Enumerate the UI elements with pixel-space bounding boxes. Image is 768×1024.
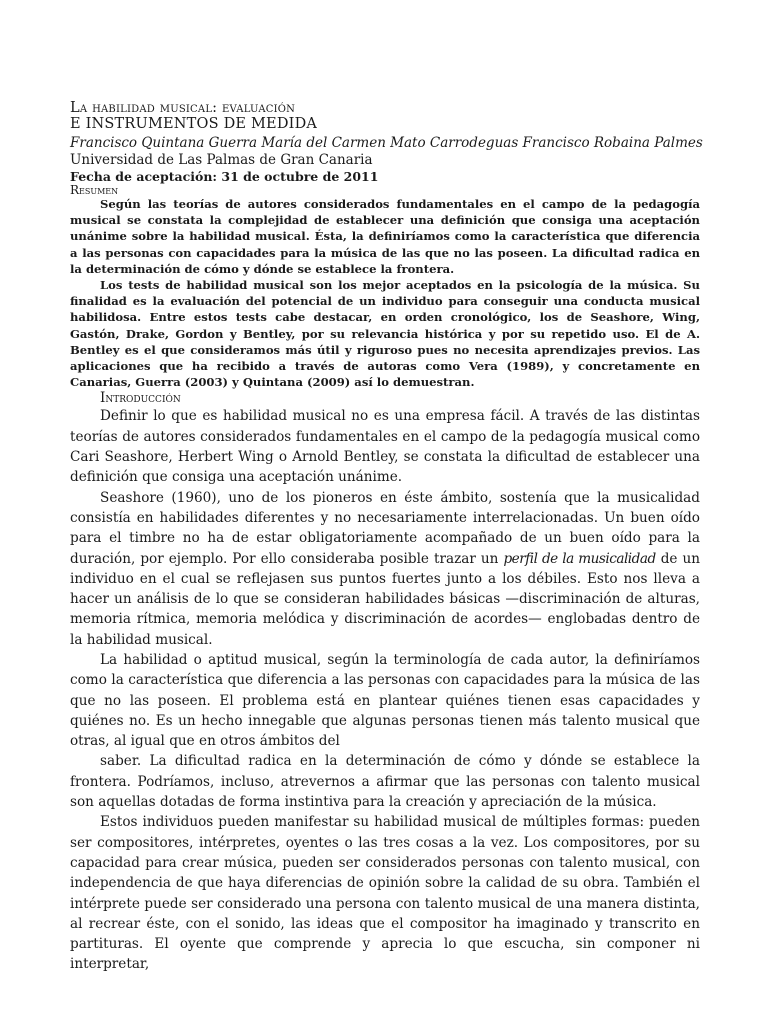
- document-page: [70, 100, 703, 975]
- title-line-2: E INSTRUMENTOS DE MEDIDA: [70, 116, 318, 132]
- body-paragraph-5: Estos individuos pueden manifestar su habilidad musical de múltiples formas: pueden ser compositores, intérpretes, oyentes o las tres cosas a la vez. Los compositores, por su capacidad para crear música, pueden ser considerados personas con talento musical, con independencia de que haya diferencias de opinión sobre la calidad de su obra. También el intérprete puede ser considerado una persona con talento musical de una manera distinta, al recrear éste, con el sonido, las ideas que el compositor ha imaginado y transcrito en partituras. El oyente que comprende y aprecia lo que escucha, sin componer ni interpretar,: [70, 814, 700, 973]
- body-paragraph-2-part-a: Seashore (1960), uno de los pioneros en éste ámbito, sostenía que la musicalidad consistía en habilidades diferentes y no necesariamente interrelacionadas. Un buen oído para el timbre no ha de estar obligatoriamente acompañado de un buen oído para la duración, por ejemplo. Por ello consideraba posible trazar un: [70, 489, 700, 567]
- body-paragraph-1: Definir lo que es habilidad musical no es una empresa fácil. A través de las distintas teorías de autores considerados fundamentales en el campo de la pedagogía musical como Cari Seashore, Herbert Wing o Arnold Bentley, se constata la dificultad de establecer una definición que consiga una aceptación unánime.: [70, 408, 700, 486]
- body-text: [70, 406, 700, 974]
- authors: Francisco Quintana Guerra María del Carmen Mato Carrodeguas Francisco Robaina Palmes: [70, 135, 703, 151]
- italic-term: perfil de la musicalidad: [503, 550, 656, 567]
- body-paragraph-4: saber. La dificultad radica en la determinación de cómo y dónde se establece la frontera. Podríamos, incluso, atrevernos a afirmar que las personas con talento musical son aquellas dotadas de forma instintiva para la creación y apreciación de la música.: [70, 753, 700, 811]
- title-line-1-text: a habilidad musical: evaluación: [79, 100, 296, 116]
- abstract-heading: Resumen: [70, 183, 119, 197]
- university: Universidad de Las Palmas de Gran Canaria: [70, 152, 373, 168]
- title-initial: L: [70, 100, 80, 116]
- title-line-1: [70, 100, 700, 116]
- body-paragraph-2: [70, 488, 700, 650]
- abstract-paragraph-2: Los tests de habilidad musical son los mejor aceptados en la psicología de la música. Su finalidad es la evaluación del potencial de un individuo para conseguir una conducta musical habilidosa. Entre estos tests cabe destacar, en orden cronológico, los de Seashore, Wing, Gastón, Drake, Gordon y Bentley, por su relevancia histórica y por su repetido uso. El de A. Bentley es el que consideramos más útil y riguroso pues no necesita aprendizajes previos. Las aplicaciones que ha recibido a través de autoras como Vera (1989), y concretamente en Canarias, Guerra (2003) y Quintana (2009) así lo demuestran.: [70, 278, 700, 390]
- abstract-paragraph-1: Según las teorías de autores considerados fundamentales en el campo de la pedagogía musical se constata la complejidad de establecer una definición que consiga una aceptación unánime sobre la habilidad musical. Ésta, la definiríamos como la característica que diferencia a las personas con capacidades para la música de las que no las poseen. La dificultad radica en la determinación de cómo y dónde se establece la frontera.: [70, 197, 700, 276]
- acceptance-date: Fecha de aceptación: 31 de octubre de 2011: [70, 169, 379, 184]
- introduction-heading: Introducción: [100, 390, 181, 407]
- body-paragraph-3: La habilidad o aptitud musical, según la terminología de cada autor, la definiríamos como la característica que diferencia a las personas con capacidades para la música de las que no las poseen. El problema está en plantear quiénes tienen esas capacidades y quiénes no. Es un hecho innegable que algunas personas tienen más talento musical que otras, al igual que en otros ámbitos del: [70, 652, 700, 750]
- abstract: [70, 196, 700, 390]
- body-paragraph-2-part-b: de un individuo en el cual se reflejasen sus puntos fuertes junto a los débiles. Esto nos lleva a hacer un análisis de lo que se consideran habilidades básicas —discriminación de alturas, memoria rítmica, memoria melódica y discriminación de acordes— englobadas dentro de la habilidad musical.: [70, 550, 700, 648]
